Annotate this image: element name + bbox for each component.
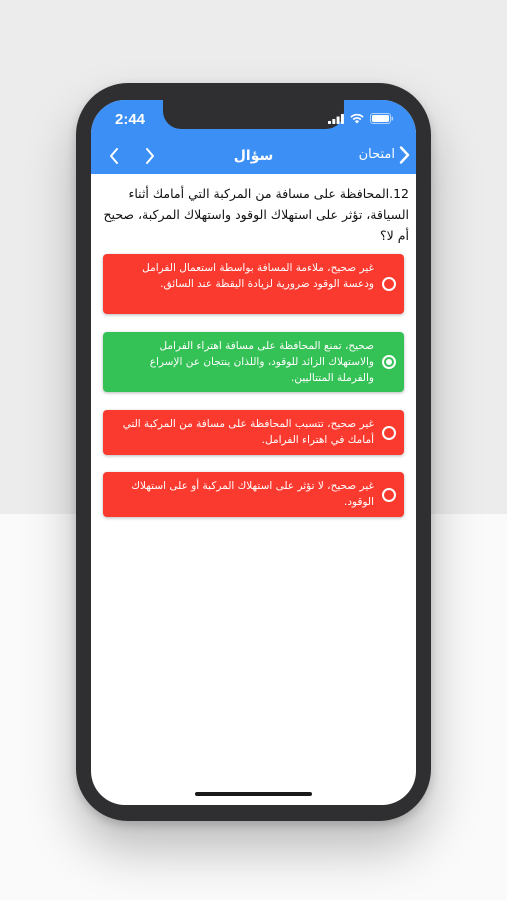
battery-icon — [370, 113, 394, 124]
status-time: 2:44 — [115, 111, 146, 128]
answer-text: غير صحيح، تتسبب المحافظة على مسافة من المركبة التي أمامك في اهتراء الفرامل. — [122, 418, 374, 446]
home-indicator — [195, 792, 312, 796]
radio-button[interactable] — [382, 277, 396, 291]
page-title: سؤال — [233, 148, 274, 164]
app-header — [91, 100, 416, 174]
phone-notch — [163, 100, 344, 129]
answer-option-2[interactable] — [103, 332, 404, 392]
answer-option-4[interactable] — [103, 472, 404, 517]
wifi-icon — [350, 113, 364, 124]
phone-screen — [91, 100, 416, 805]
back-label: امتحان — [358, 147, 395, 162]
answer-text: صحيح، تمنع المحافظة على مسافة اهتراء الفرامل والاستهلاك الزائد للوقود، واللذان ينتجان عن الإسراع والفرملة المتتاليين. — [149, 340, 374, 384]
answer-option-1[interactable] — [103, 254, 404, 314]
radio-button[interactable] — [382, 426, 396, 440]
answer-text: غير صحيح، لا تؤثر على استهلاك المركبة أو على استهلاك الوقود. — [131, 480, 374, 508]
status-icons — [328, 113, 394, 124]
back-button[interactable] — [359, 146, 410, 164]
answer-option-3[interactable] — [103, 410, 404, 455]
radio-button-selected[interactable] — [382, 355, 396, 369]
signal-icon — [328, 114, 344, 124]
chevron-right-icon — [399, 146, 410, 164]
answer-text: غير صحيح، ملاءمة المسافة بواسطة استعمال الفرامل ودعسة الوقود ضرورية لزيادة اليقظة عند السائق. — [142, 262, 374, 290]
radio-button[interactable] — [382, 488, 396, 502]
question-text: 12.المحافظة على مسافة من المركبة التي أمامك أثناء السياقة، تؤثر على استهلاك الوقود واستهلاك المركبة، صحيح أم لا؟ — [103, 186, 409, 243]
